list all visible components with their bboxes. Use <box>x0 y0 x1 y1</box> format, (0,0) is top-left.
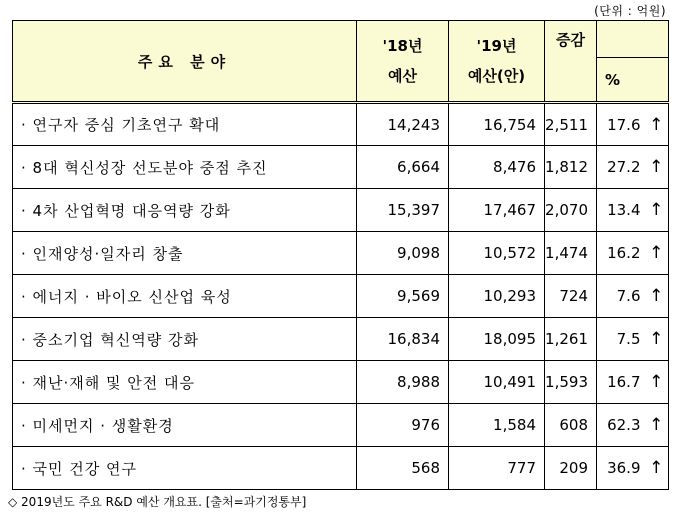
row-delta: 1,593 <box>545 361 597 404</box>
row-pct: 17.6 <box>597 103 645 146</box>
row-area-name: · 8대 혁신성장 선도분야 중점 추진 <box>13 146 357 189</box>
table-row <box>13 146 669 189</box>
table-row <box>13 404 669 447</box>
table-row <box>13 318 669 361</box>
row-y18: 9,098 <box>357 232 449 275</box>
header-row-1 <box>13 21 669 58</box>
row-y18: 16,834 <box>357 318 449 361</box>
header-area: 주요 분야 <box>13 21 357 103</box>
row-delta: 608 <box>545 404 597 447</box>
up-arrow-icon: ↑ <box>645 189 669 232</box>
row-pct: 16.7 <box>597 361 645 404</box>
header-delta: 증감 <box>545 21 597 103</box>
up-arrow-icon: ↑ <box>645 447 669 490</box>
row-y18: 976 <box>357 404 449 447</box>
row-y19: 16,754 <box>449 103 545 146</box>
table-row <box>13 361 669 404</box>
header-blank <box>597 21 669 58</box>
row-delta: 1,812 <box>545 146 597 189</box>
table-row <box>13 232 669 275</box>
up-arrow-icon: ↑ <box>645 404 669 447</box>
row-area-name: · 연구자 중심 기초연구 확대 <box>13 103 357 146</box>
up-arrow-icon: ↑ <box>645 361 669 404</box>
row-y19: 8,476 <box>449 146 545 189</box>
row-pct: 27.2 <box>597 146 645 189</box>
unit-label: (단위 : 억원) <box>594 4 666 18</box>
row-y19: 1,584 <box>449 404 545 447</box>
row-y18: 568 <box>357 447 449 490</box>
table-row <box>13 447 669 490</box>
header-y19 <box>449 21 545 103</box>
budget-table <box>12 20 669 490</box>
row-area-name: · 중소기업 혁신역량 강화 <box>13 318 357 361</box>
row-delta: 1,261 <box>545 318 597 361</box>
up-arrow-icon: ↑ <box>645 103 669 146</box>
row-delta: 724 <box>545 275 597 318</box>
table-row <box>13 189 669 232</box>
row-pct: 36.9 <box>597 447 645 490</box>
up-arrow-icon: ↑ <box>645 318 669 361</box>
header-y18 <box>357 21 449 103</box>
row-y18: 14,243 <box>357 103 449 146</box>
row-delta: 1,474 <box>545 232 597 275</box>
row-area-name: · 에너지 · 바이오 신산업 육성 <box>13 275 357 318</box>
table-row <box>13 275 669 318</box>
row-pct: 7.5 <box>597 318 645 361</box>
header-pct: % <box>597 58 669 103</box>
row-y18: 15,397 <box>357 189 449 232</box>
row-delta: 209 <box>545 447 597 490</box>
row-delta: 2,511 <box>545 103 597 146</box>
row-y19: 17,467 <box>449 189 545 232</box>
row-y19: 18,095 <box>449 318 545 361</box>
row-y18: 8,988 <box>357 361 449 404</box>
row-area-name: · 4차 산업혁명 대응역량 강화 <box>13 189 357 232</box>
row-area-name: · 국민 건강 연구 <box>13 447 357 490</box>
row-area-name: · 미세먼지 · 생활환경 <box>13 404 357 447</box>
row-area-name: · 재난·재해 및 안전 대응 <box>13 361 357 404</box>
row-y19: 777 <box>449 447 545 490</box>
header-y19-year: '19년 <box>476 37 517 55</box>
up-arrow-icon: ↑ <box>645 146 669 189</box>
source-note: ◇ 2019년도 주요 R&D 예산 개요표. [출처=과기정통부] <box>8 495 307 509</box>
row-y19: 10,491 <box>449 361 545 404</box>
row-y18: 9,569 <box>357 275 449 318</box>
up-arrow-icon: ↑ <box>645 232 669 275</box>
row-pct: 7.6 <box>597 275 645 318</box>
row-area-name: · 인재양성·일자리 창출 <box>13 232 357 275</box>
table-row <box>13 103 669 146</box>
row-pct: 16.2 <box>597 232 645 275</box>
row-y18: 6,664 <box>357 146 449 189</box>
row-delta: 2,070 <box>545 189 597 232</box>
up-arrow-icon: ↑ <box>645 275 669 318</box>
row-y19: 10,572 <box>449 232 545 275</box>
row-y19: 10,293 <box>449 275 545 318</box>
header-y19-label: 예산(안) <box>467 67 526 85</box>
row-pct: 13.4 <box>597 189 645 232</box>
header-y18-year: '18년 <box>382 37 423 55</box>
row-pct: 62.3 <box>597 404 645 447</box>
header-y18-label: 예산 <box>388 67 417 85</box>
